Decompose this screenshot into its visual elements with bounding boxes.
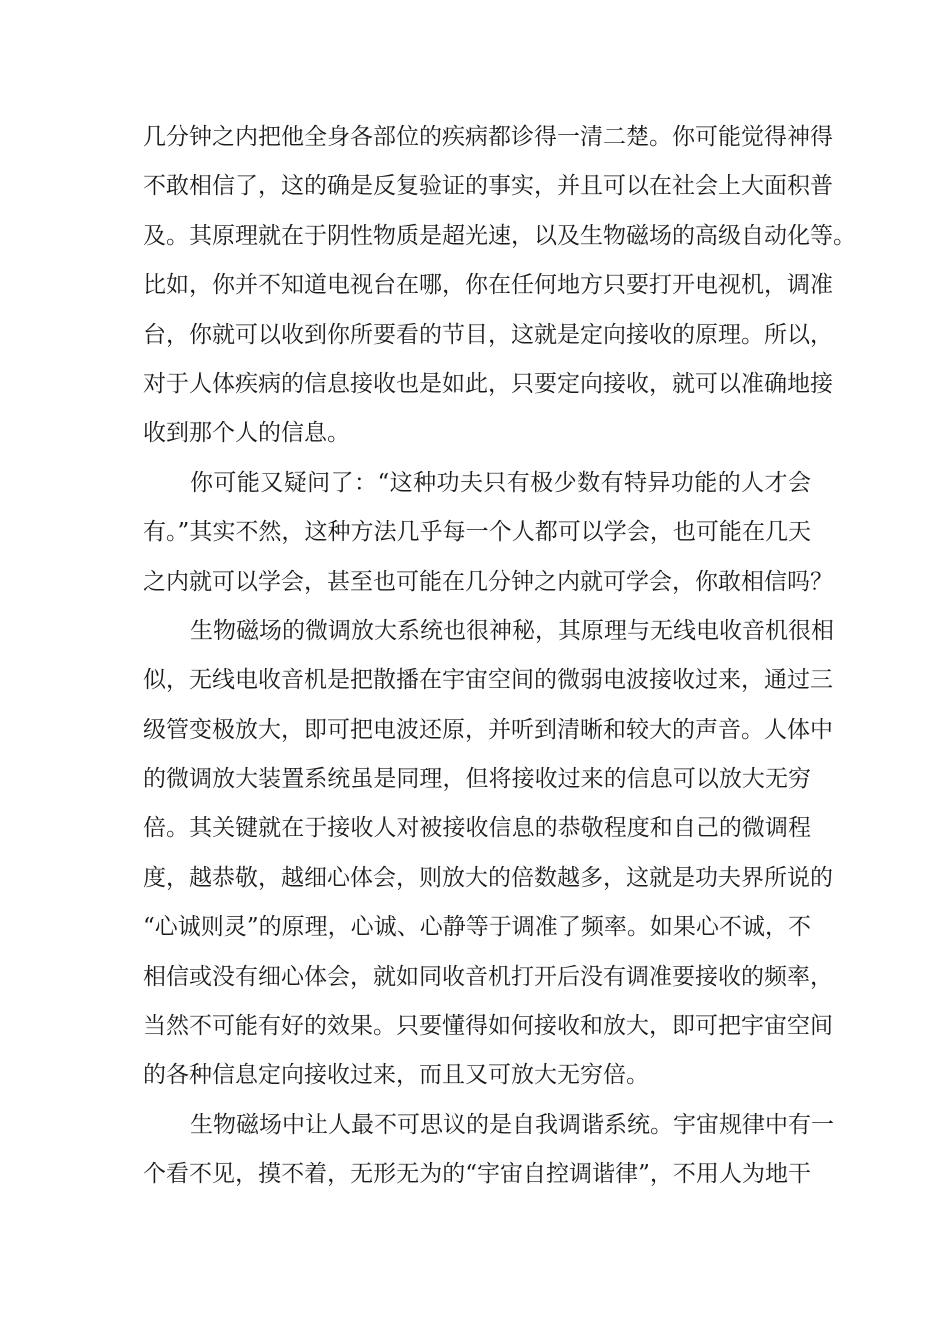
text-line: 生物磁场中让人最不可思议的是自我调谐系统。宇宙规律中有一	[190, 1111, 834, 1138]
text-line: 倍。其关键就在于接收人对被接收信息的恭敬程度和自己的微调程	[143, 815, 811, 842]
text-line: 不敢相信了，这的确是反复验证的事实，并且可以在社会上大面积普	[143, 173, 833, 200]
text-line: 对于人体疾病的信息接收也是如此，只要定向接收，就可以准确地接	[143, 370, 833, 397]
text-line: 个看不见，摸不着，无形无为的“宇宙自控调谐律”，不用人为地干	[143, 1161, 811, 1188]
paragraph-4	[143, 1101, 834, 1200]
text-line: 之内就可以学会，甚至也可能在几分钟之内就可学会，你敢相信吗？	[143, 568, 833, 595]
text-line: 几分钟之内把他全身各部位的疾病都诊得一清二楚。你可能觉得神得	[143, 124, 833, 150]
text-line: “心诚则灵”的原理，心诚、心静等于调准了频率。如果心不诚，不	[143, 914, 811, 941]
body-text	[143, 113, 856, 1200]
paragraph-1	[143, 113, 856, 459]
text-line: 的微调放大装置系统虽是同理，但将接收过来的信息可以放大无穷	[143, 766, 811, 793]
text-line: 生物磁场的微调放大系统也很神秘，其原理与无线电收音机很相	[190, 617, 834, 644]
text-line: 收到那个人的信息。	[143, 420, 350, 447]
text-line: 及。其原理就在于阴性物质是超光速，以及生物磁场的高级自动化等。	[143, 222, 856, 249]
text-line: 当然不可能有好的效果。只要懂得如何接收和放大，即可把宇宙空间	[143, 1013, 833, 1040]
text-line: 似，无线电收音机是把散播在宇宙空间的微弱电波接收过来，通过三	[143, 667, 833, 694]
text-line: 有。”其实不然，这种方法几乎每一个人都可以学会，也可能在几天	[143, 519, 811, 546]
text-line: 你可能又疑问了：“这种功夫只有极少数有特异功能的人才会	[190, 469, 811, 496]
text-line: 度，越恭敬，越细心体会，则放大的倍数越多，这就是功夫界所说的	[143, 864, 833, 891]
text-line: 相信或没有细心体会，就如同收音机打开后没有调准要接收的频率，	[143, 963, 833, 990]
paragraph-3	[143, 607, 834, 1101]
text-line: 的各种信息定向接收过来，而且又可放大无穷倍。	[143, 1062, 649, 1089]
text-line: 级管变极放大，即可把电波还原，并听到清晰和较大的声音。人体中	[143, 716, 833, 743]
text-line: 台，你就可以收到你所要看的节目，这就是定向接收的原理。所以，	[143, 321, 833, 348]
paragraph-2	[143, 459, 833, 607]
text-line: 比如，你并不知道电视台在哪，你在任何地方只要打开电视机，调准	[143, 272, 833, 299]
